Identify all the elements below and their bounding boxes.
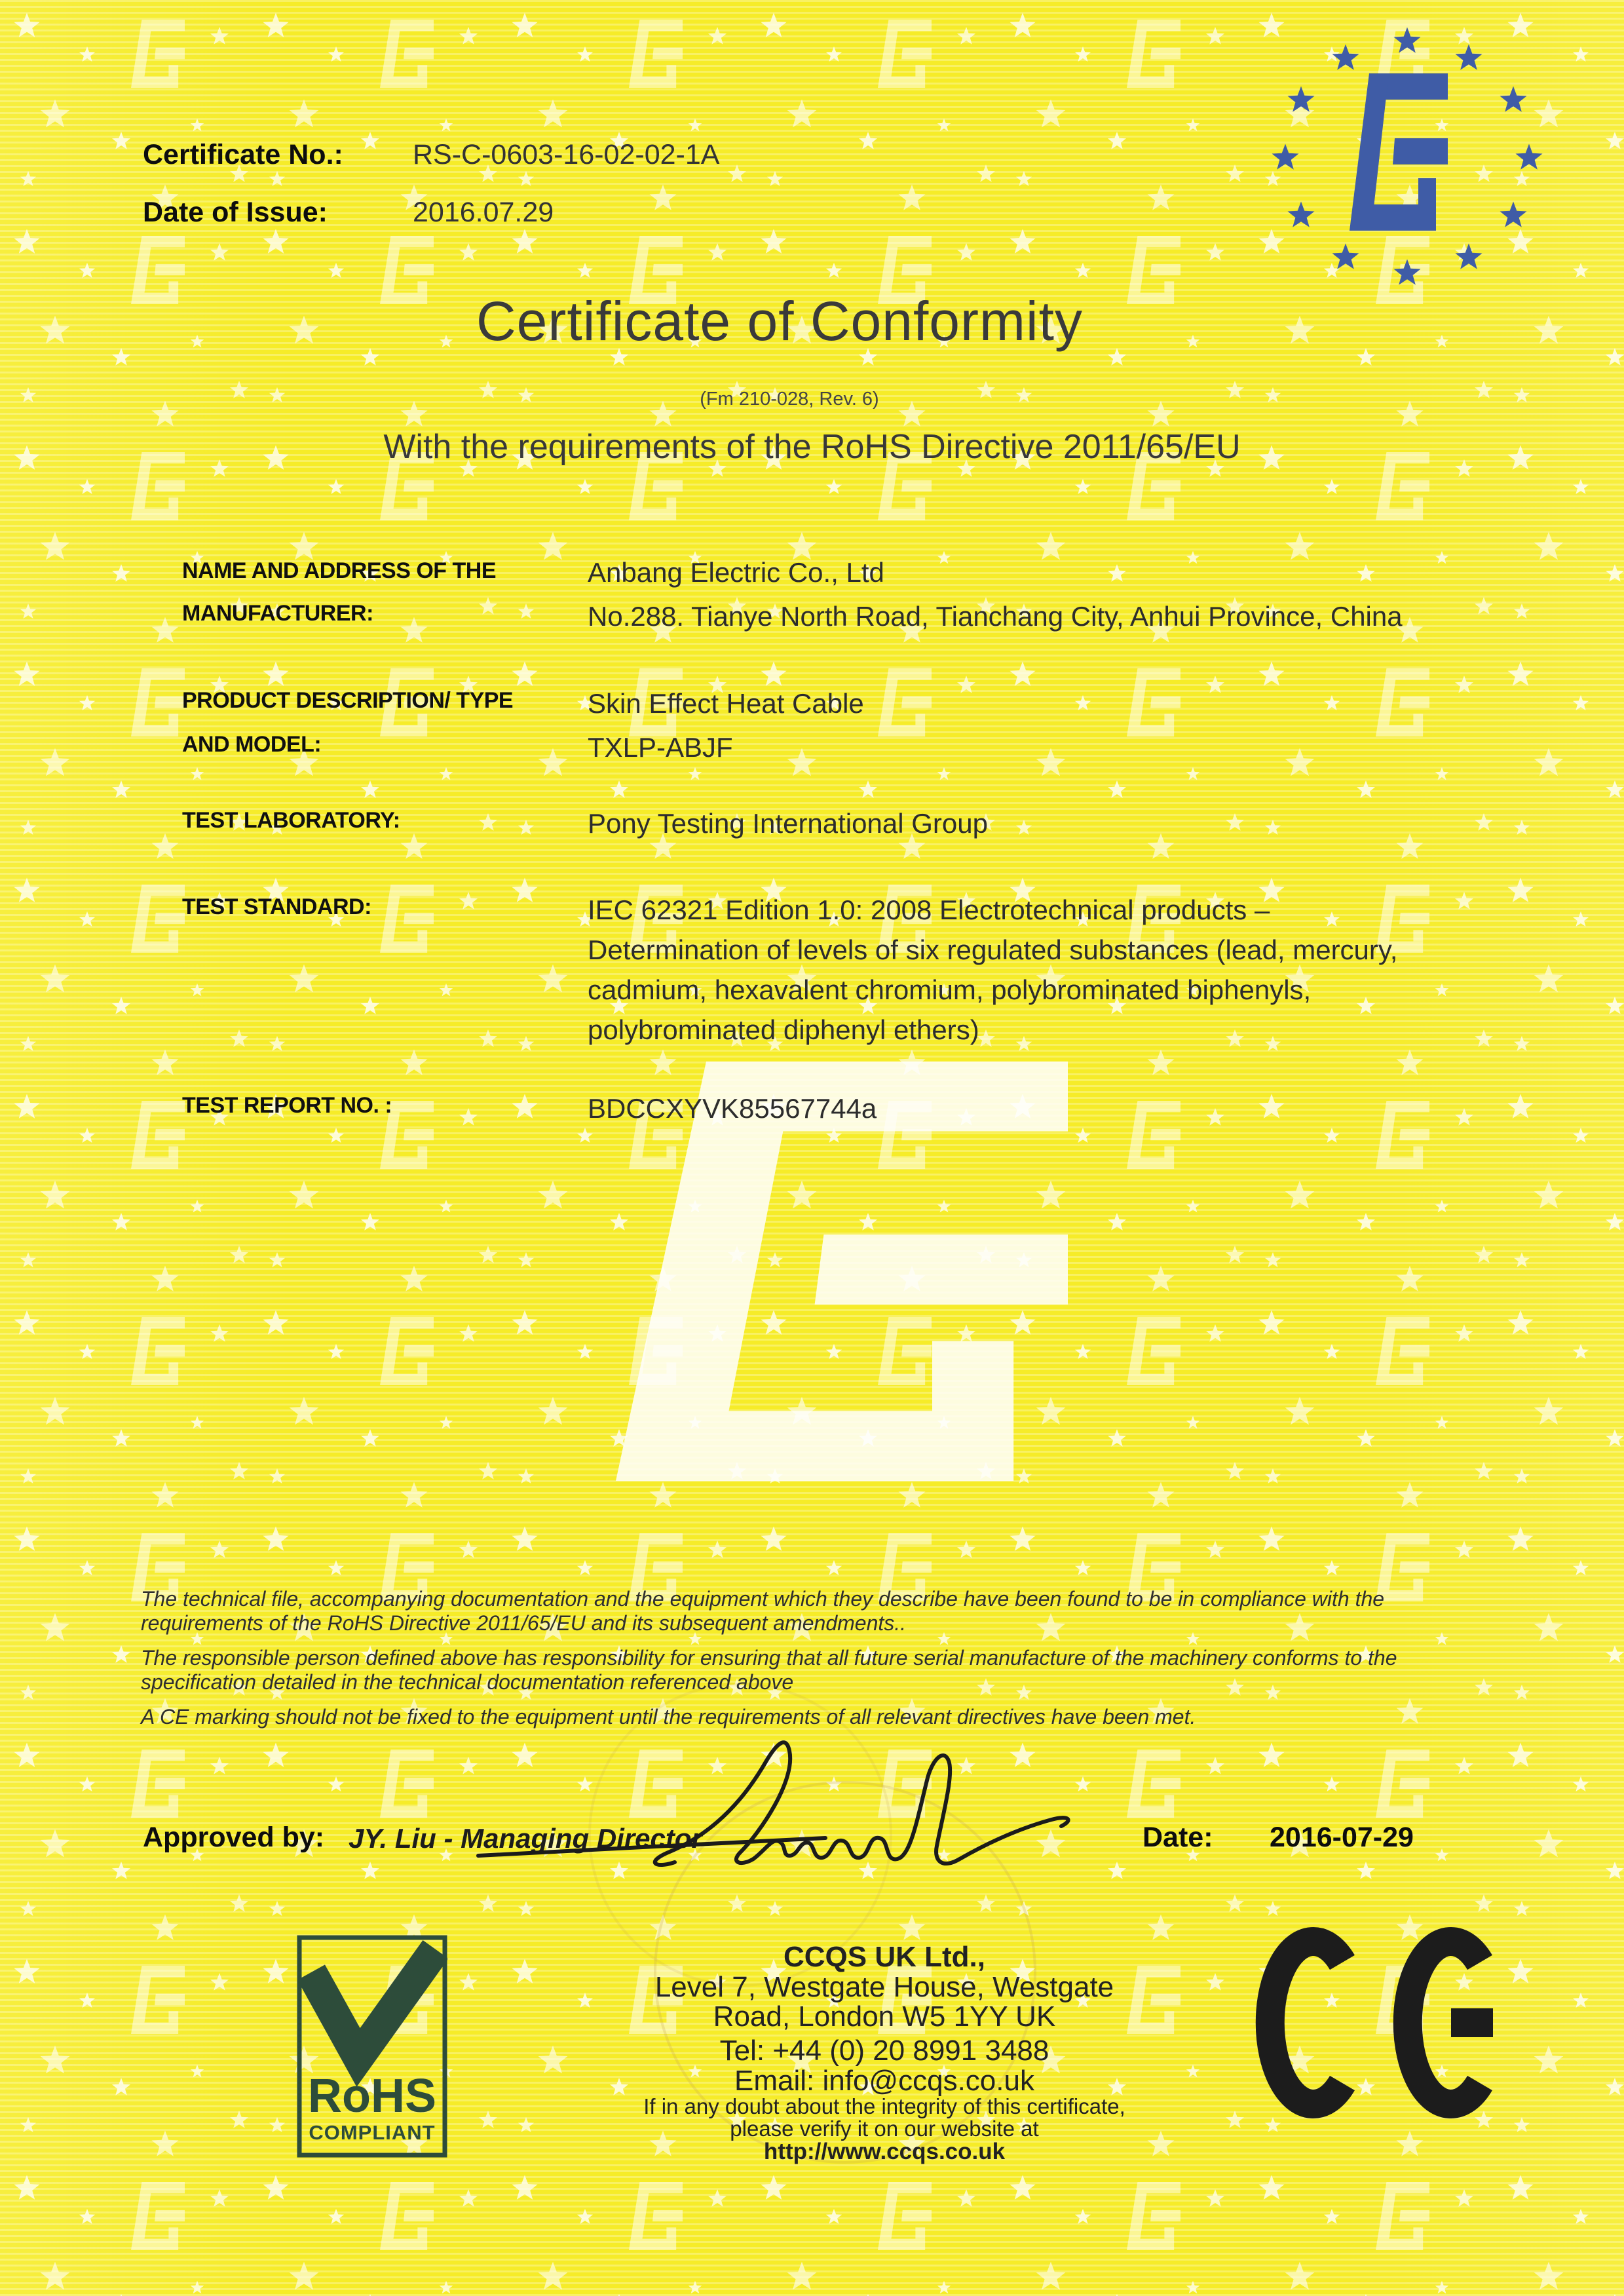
eu-stars-logo [1264, 20, 1553, 288]
manufacturer-label-line2: MANUFACTURER: [182, 601, 373, 626]
page-subtitle: With the requirements of the RoHS Directive 2011/65/EU [383, 428, 1241, 466]
product-label-line1: PRODUCT DESCRIPTION/ TYPE [182, 688, 514, 713]
footer-address-line2: Road, London W5 1YY UK [713, 2000, 1056, 2033]
test-standard-line1: IEC 62321 Edition 1.0: 2008 Electrotechnical products – [588, 894, 1270, 925]
rohs-checkmark-icon [311, 1949, 436, 2057]
form-reference: (Fm 210-028, Rev. 6) [700, 389, 879, 410]
manufacturer-name: Anbang Electric Co., Ltd [588, 557, 884, 588]
date-of-issue-label: Date of Issue: [143, 197, 328, 228]
product-description: Skin Effect Heat Cable [588, 688, 864, 719]
test-report-number: BDCCXYVK85567744a [588, 1093, 877, 1124]
date-of-issue-value: 2016.07.29 [413, 197, 554, 228]
test-standard-line4: polybrominated diphenyl ethers) [588, 1014, 979, 1045]
product-label-line2: AND MODEL: [182, 732, 322, 757]
footer-website: http://www.ccqs.co.uk [763, 2139, 1006, 2164]
page-title: Certificate of Conformity [476, 290, 1083, 352]
product-model: TXLP-ABJF [588, 732, 733, 763]
approval-date-value: 2016-07-29 [1270, 1822, 1414, 1853]
test-laboratory-value: Pony Testing International Group [588, 808, 988, 839]
signature [459, 1717, 1114, 1907]
test-standard-line3: cadmium, hexavalent chromium, polybrominated biphenyls, [588, 974, 1312, 1005]
certificate-number-label: Certificate No.: [143, 139, 343, 170]
legal-paragraph-3: A CE marking should not be fixed to the equipment until the requirements of all relevant directives have been met. [141, 1705, 1196, 1729]
approval-date-label: Date: [1142, 1822, 1213, 1853]
rohs-compliant-logo [297, 1935, 447, 2158]
footer-address-line1: Level 7, Westgate House, Westgate [654, 1971, 1114, 2003]
footer-note-line1: If in any doubt about the integrity of this certificate, [643, 2094, 1125, 2118]
test-laboratory-label: TEST LABORATORY: [182, 808, 400, 833]
approver-name-title: JY. Liu - Managing Director [349, 1823, 702, 1854]
test-report-label: TEST REPORT NO. : [182, 1093, 392, 1118]
svg-text:RoHS: RoHS [308, 2070, 436, 2122]
ce-mark-icon [1232, 1920, 1533, 2130]
svg-text:COMPLIANT: COMPLIANT [309, 2121, 436, 2144]
test-standard-label: TEST STANDARD: [182, 894, 371, 919]
footer-email: Email: info@ccqs.co.uk [734, 2065, 1034, 2097]
manufacturer-label-line1: NAME AND ADDRESS OF THE [182, 558, 496, 583]
test-standard-line2: Determination of levels of six regulated substances (lead, mercury, [588, 934, 1398, 965]
legal-paragraph-1: The technical file, accompanying documentation and the equipment which they describe have been found to be in compliance with the requirements of the RoHS Directive 2011/65/EU and its subsequent amendments.. [141, 1587, 1385, 1635]
approved-by-label: Approved by: [143, 1822, 325, 1853]
footer-telephone: Tel: +44 (0) 20 8991 3488 [719, 2035, 1049, 2067]
manufacturer-address: No.288. Tianye North Road, Tianchang City, Anhui Province, China [588, 601, 1403, 632]
certificate-number-value: RS-C-0603-16-02-02-1A [413, 139, 720, 170]
footer-company: CCQS UK Ltd., [784, 1941, 985, 1973]
legal-paragraph-2: The responsible person defined above has responsibility for ensuring that all future serial manufacture of the machinery conforms to the specification detailed in the technical documentation referenced above [141, 1646, 1397, 1694]
footer-note-line2: please verify it on our website at [730, 2116, 1039, 2141]
